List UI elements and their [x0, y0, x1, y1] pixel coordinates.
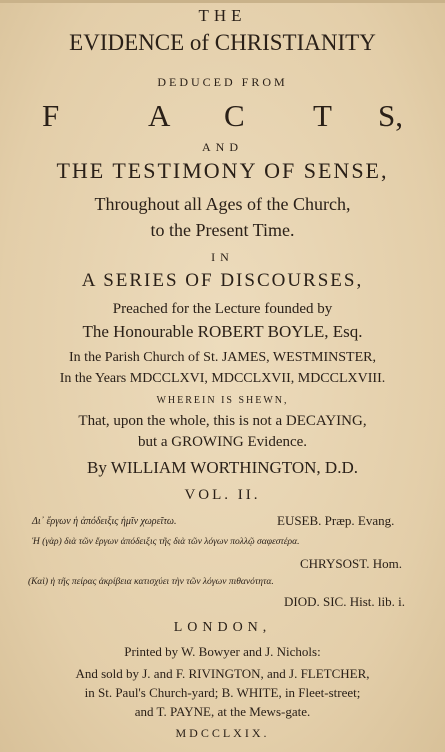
- imprint-date: MDCCLXIX.: [175, 726, 270, 740]
- imprint-sold: And sold by J. and F. RIVINGTON, and J. FLETCHER,: [75, 666, 370, 681]
- wherein-line: WHEREIN IS SHEWN,: [156, 395, 289, 406]
- preached-line: Preached for the Lecture founded by: [112, 301, 333, 317]
- that-line: That, upon the whole, this is not a DECAYING,: [78, 413, 367, 429]
- facts-letter: C: [224, 98, 245, 133]
- imprint-payne: and T. PAYNE, at the Mews-gate.: [134, 704, 311, 719]
- epigraph-source: DIOD. SIC. Hist. lib. i.: [284, 594, 405, 609]
- present-time-line: to the Present Time.: [150, 220, 295, 240]
- imprint-city: LONDON,: [173, 620, 272, 635]
- top-edge: [0, 0, 445, 3]
- epigraph-source: EUSEB. Præp. Evang.: [277, 513, 395, 528]
- epigraph-greek: Δι᾽ ἔργων ἡ ἀπόδειξις ἡμῖν χωρεῖτω.: [32, 516, 177, 527]
- imprint-printed: Printed by W. Bowyer and J. Nichols:: [124, 644, 321, 659]
- epigraph-greek: (Καὶ) ἡ τῆς πείρας ἀκρίβεια κατισχύει τὴν τῶν λόγων πιθανότητα.: [28, 577, 274, 587]
- deduced-from: DEDUCED FROM: [157, 75, 288, 89]
- volume-line: VOL. II.: [184, 487, 261, 503]
- honourable-line: The Honourable ROBERT BOYLE, Esq.: [82, 322, 363, 341]
- facts-letter: T: [313, 98, 332, 133]
- epigraph-greek: Ἡ (γὰρ) διὰ τῶν ἔργων ἀπόδειξις τῆς διὰ τῶν λόγων πολλῷ σαφεστέρα.: [32, 537, 300, 547]
- and-line: AND: [202, 140, 243, 154]
- author-line: By WILLIAM WORTHINGTON, D.D.: [87, 458, 358, 477]
- in-line: IN: [211, 250, 234, 264]
- main-title: EVIDENCE of CHRISTIANITY: [69, 30, 376, 55]
- facts-letter: S,: [378, 98, 403, 133]
- facts-letter: A: [148, 98, 171, 133]
- epigraph-source: CHRYSOST. Hom.: [300, 556, 402, 571]
- testimony-line: THE TESTIMONY OF SENSE,: [56, 158, 389, 183]
- facts-letter: F: [42, 98, 60, 133]
- throughout-line: Throughout all Ages of the Church,: [94, 194, 351, 214]
- the-heading: THE: [198, 6, 247, 25]
- parish-line: In the Parish Church of St. JAMES, WESTMINSTER,: [69, 350, 376, 365]
- years-line: In the Years MDCCLXVI, MDCCLXVII, MDCCLXVIII.: [59, 371, 386, 386]
- growing-line: but a GROWING Evidence.: [137, 434, 308, 450]
- imprint-churchyard: in St. Paul's Church-yard; B. WHITE, in Fleet-street;: [84, 685, 361, 700]
- series-line: A SERIES OF DISCOURSES,: [81, 270, 364, 291]
